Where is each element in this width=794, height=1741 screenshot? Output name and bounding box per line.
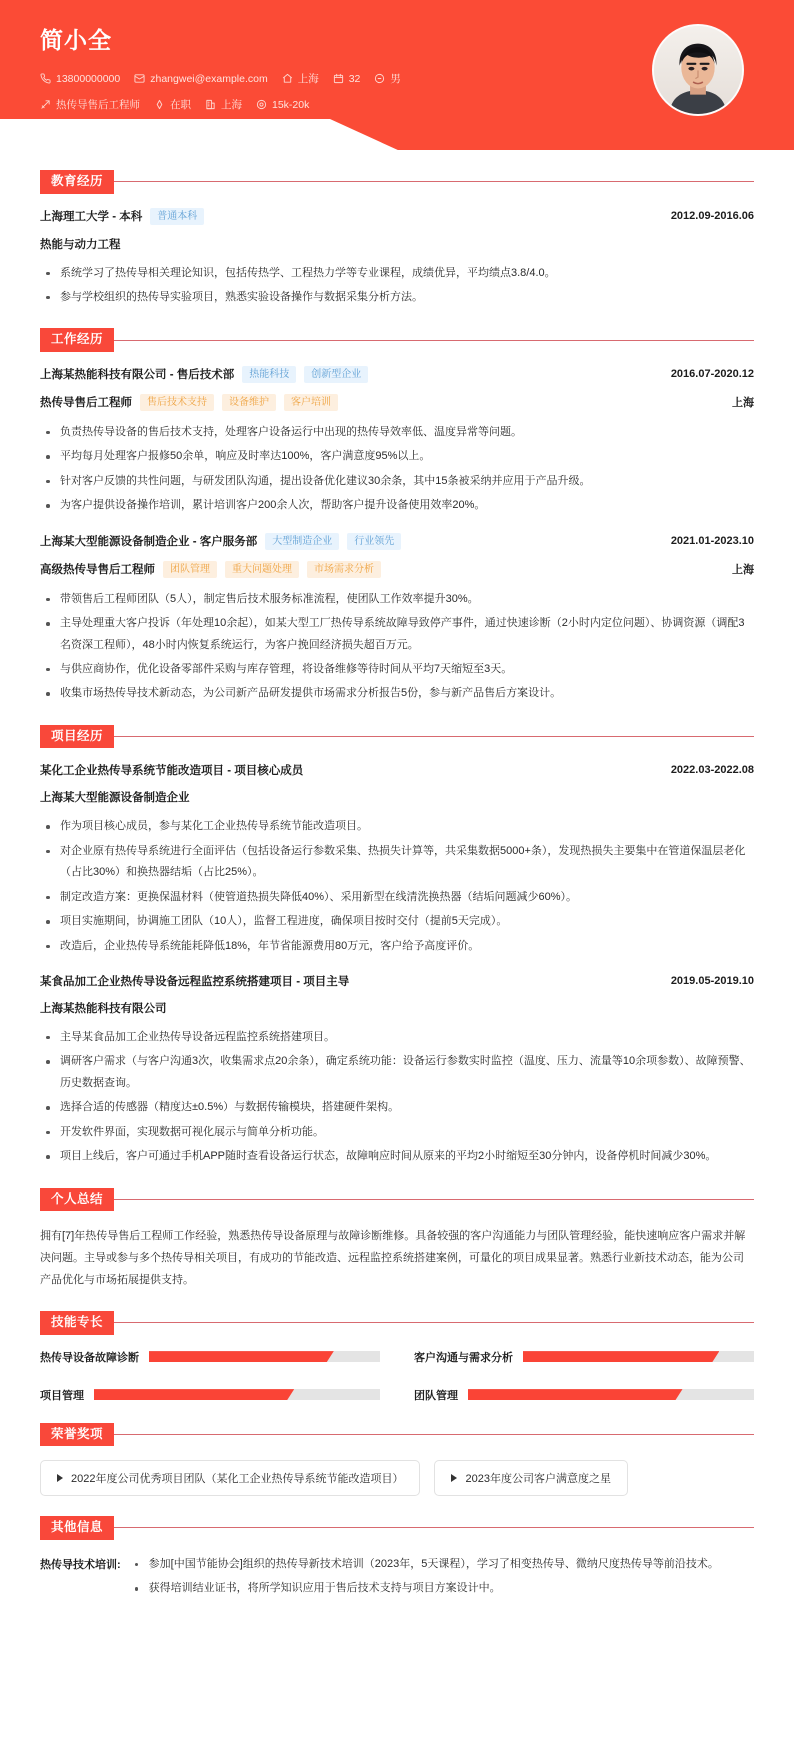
work-role-tag: 重大问题处理 <box>225 561 299 578</box>
contact-email-text: zhangwei@example.com <box>150 72 268 85</box>
list-item: 收集市场热传导技术新动态，为公司新产品研发提供市场需求分析报告5份，参与新产品售后方案设计。 <box>44 683 754 704</box>
education-entry <box>40 208 754 309</box>
home-icon <box>282 73 293 84</box>
work-role-tag: 售后技术支持 <box>140 394 214 411</box>
section-title-skills: 技能专长 <box>40 1311 114 1335</box>
project-date: 2019.05-2019.10 <box>670 974 754 987</box>
section-rule <box>114 340 754 341</box>
work-location: 上海 <box>732 397 754 410</box>
work-company-tag: 热能科技 <box>242 366 296 383</box>
avatar <box>652 24 744 116</box>
contact-email <box>134 73 267 85</box>
contact-city-text: 上海 <box>297 73 319 85</box>
skill-item <box>414 1349 754 1365</box>
list-item: 带领售后工程师团队（5人），制定售后技术服务标准流程，使团队工作效率提升30%。 <box>44 589 754 610</box>
section-rule <box>114 736 754 737</box>
list-item: 获得培训结业证书，将所学知识应用于售后技术支持与项目方案设计中。 <box>133 1578 754 1599</box>
section-title-education: 教育经历 <box>40 170 114 194</box>
project-company: 上海某大型能源设备制造企业 <box>40 792 190 805</box>
education-bullets <box>44 263 754 309</box>
contact-gender-text: 男 <box>390 73 401 85</box>
section-title-work: 工作经历 <box>40 328 114 352</box>
list-item: 开发软件界面，实现数据可视化展示与简单分析功能。 <box>44 1122 754 1143</box>
contact-phone-text: 13800000000 <box>56 72 121 85</box>
summary-text: 拥有[7]年热传导售后工程师工作经验，熟悉热传导设备原理与故障诊断维修。具备较强的客户沟通能力与团队管理经验，能快速响应客户需求并解决问题。主导或参与多个热传导相关项目，有成功的节能改造、远程监控系统搭建案例，可量化的项目成果显著。熟悉行业新技术动态，能为公司产品优化与市场拓展提供支持。 <box>40 1230 746 1287</box>
play-triangle-icon <box>451 1474 457 1482</box>
section-header-other <box>40 1516 754 1540</box>
project-date: 2022.03-2022.08 <box>670 764 754 777</box>
section-title-summary: 个人总结 <box>40 1188 114 1212</box>
work-entry <box>40 366 754 517</box>
work-bullets <box>44 589 754 705</box>
list-item: 系统学习了热传导相关理论知识，包括传热学、工程热力学等专业课程，成绩优异，平均绩点3.8/4.0。 <box>44 263 754 284</box>
gender-icon <box>374 73 385 84</box>
work-company: 上海某大型能源设备制造企业 - 客户服务部 <box>40 536 258 549</box>
list-item: 制定改造方案：更换保温材料（使管道热损失降低40%）、采用新型在线清洗换热器（结垢问题减少60%）。 <box>44 887 754 908</box>
skill-label: 客户沟通与需求分析 <box>414 1351 513 1364</box>
other-info-row <box>40 1554 754 1603</box>
list-item: 为客户提供设备操作培训，累计培训客户200余人次，帮助客户提升设备使用效率20%。 <box>44 495 754 516</box>
section-title-honors: 荣誉奖项 <box>40 1423 114 1447</box>
contact-row <box>40 71 652 86</box>
section-rule <box>114 1322 754 1323</box>
skill-label: 热传导设备故障诊断 <box>40 1351 139 1364</box>
skill-item <box>40 1349 380 1365</box>
list-item: 调研客户需求（与客户沟通3次，收集需求点20余条），确定系统功能：设备运行参数实时监控（温度、压力、流量等10余项参数）、故障预警、历史数据查询。 <box>44 1051 754 1094</box>
work-date: 2016.07-2020.12 <box>670 368 754 381</box>
list-item: 改造后，企业热传导系统能耗降低18%，年节省能源费用80万元，客户给予高度评价。 <box>44 936 754 957</box>
salary-icon <box>256 99 267 110</box>
section-projects <box>40 725 754 1168</box>
skill-progress-bar <box>523 1351 754 1362</box>
header-diagonal-decoration <box>0 111 794 150</box>
contact-age-text: 32 <box>348 72 361 85</box>
list-item: 选择合适的传感器（精度达±0.5%）与数据传输模块，搭建硬件架构。 <box>44 1097 754 1118</box>
project-bullets <box>44 1027 754 1168</box>
work-role-tag: 团队管理 <box>163 561 217 578</box>
list-item: 与供应商协作，优化设备零部件采购与库存管理，将设备维修等待时间从平均7天缩短至3天。 <box>44 659 754 680</box>
section-education <box>40 170 754 308</box>
contact-city <box>282 71 319 86</box>
education-date: 2012.09-2016.06 <box>670 210 754 222</box>
work-role: 高级热传导售后工程师 <box>40 564 155 577</box>
list-item: 针对客户反馈的共性问题，与研发团队沟通，提出设备优化建议30余条，其中15条被采纳并应用于产品升级。 <box>44 471 754 492</box>
work-date: 2021.01-2023.10 <box>670 535 754 548</box>
contact-phone <box>40 73 120 85</box>
skill-label: 项目管理 <box>40 1389 84 1402</box>
skill-label: 团队管理 <box>414 1389 458 1402</box>
work-company-tag: 大型制造企业 <box>265 533 339 550</box>
page-title: 简小全 <box>40 27 112 53</box>
list-item: 参与学校组织的热传导实验项目，熟悉实验设备操作与数据采集分析方法。 <box>44 287 754 308</box>
section-rule <box>114 1527 754 1528</box>
work-company: 上海某热能科技有限公司 - 售后技术部 <box>40 369 235 382</box>
entry-role-row <box>40 394 754 411</box>
work-location: 上海 <box>732 564 754 577</box>
play-triangle-icon <box>57 1474 63 1482</box>
section-header-honors <box>40 1423 754 1447</box>
project-title: 某食品加工企业热传导设备远程监控系统搭建项目 - 项目主导 <box>40 975 350 988</box>
skill-progress-fill <box>468 1389 683 1400</box>
skill-progress-bar <box>468 1389 754 1400</box>
section-header-projects <box>40 725 754 749</box>
entry-title-row <box>40 762 754 778</box>
list-item: 平均每月处理客户报修50余单，响应及时率达100%，客户满意度95%以上。 <box>44 446 754 467</box>
education-school: 上海理工大学 - 本科 <box>40 211 143 223</box>
honor-text: 2023年度公司客户满意度之星 <box>465 1473 611 1486</box>
job-city-text: 上海 <box>221 99 242 111</box>
section-header-work <box>40 328 754 352</box>
section-header-education <box>40 170 754 194</box>
skills-grid <box>40 1349 754 1403</box>
city-icon <box>205 99 216 110</box>
skill-progress-bar <box>94 1389 380 1400</box>
honor-chip <box>40 1460 420 1496</box>
calendar-icon <box>333 73 344 84</box>
project-entry <box>40 762 754 957</box>
entry-role-row <box>40 561 754 578</box>
honors-list <box>40 1460 754 1496</box>
list-item: 项目实施期间，协调施工团队（10人），监督工程进度，确保项目按时交付（提前5天完成）。 <box>44 911 754 932</box>
section-rule <box>114 1434 754 1435</box>
work-company-tag: 创新型企业 <box>304 366 368 383</box>
job-meta-row <box>40 97 652 112</box>
entry-title-row <box>40 533 754 550</box>
project-bullets <box>44 816 754 957</box>
other-info-body <box>129 1554 754 1603</box>
header-left <box>40 22 652 123</box>
resume-body <box>0 170 794 1628</box>
section-title-other: 其他信息 <box>40 1516 114 1540</box>
section-rule <box>114 181 754 182</box>
section-title-projects: 项目经历 <box>40 725 114 749</box>
work-bullets <box>44 422 754 517</box>
section-header-skills <box>40 1311 754 1335</box>
section-rule <box>114 1199 754 1200</box>
list-item: 作为项目核心成员，参与某化工企业热传导系统节能改造项目。 <box>44 816 754 837</box>
salary-text: 15k-20k <box>272 98 310 111</box>
resume-header <box>0 0 794 150</box>
work-company-tag: 行业领先 <box>347 533 401 550</box>
education-tag: 普通本科 <box>150 208 204 225</box>
section-work <box>40 328 754 704</box>
skill-progress-fill <box>523 1351 719 1362</box>
status-icon <box>154 99 165 110</box>
salary-item <box>256 99 309 111</box>
job-city-item <box>205 97 242 112</box>
work-entry <box>40 533 754 705</box>
education-major: 热能与动力工程 <box>40 238 121 251</box>
project-company: 上海某热能科技有限公司 <box>40 1002 167 1015</box>
list-item: 主导处理重大客户投诉（年处理10余起），如某大型工厂热传导系统故障导致停产事件，通过快速诊断（2小时内定位问题）、协调资源（调配3名资深工程师），48小时内恢复系统运行，为客户挽回经济损失超百万元。 <box>44 613 754 656</box>
list-item: 负责热传导设备的售后技术支持，处理客户设备运行中出现的热传导效率低、温度异常等问题。 <box>44 422 754 443</box>
work-role-tag: 市场需求分析 <box>307 561 381 578</box>
skill-progress-fill <box>149 1351 334 1362</box>
contact-age <box>333 73 361 85</box>
honor-text: 2022年度公司优秀项目团队（某化工企业热传导系统节能改造项目） <box>71 1473 404 1486</box>
job-title-item <box>40 97 140 112</box>
work-role-tag: 设备维护 <box>222 394 276 411</box>
job-status-item <box>154 97 191 112</box>
entry-title-row <box>40 208 754 225</box>
project-entry <box>40 973 754 1168</box>
section-summary <box>40 1188 754 1292</box>
other-info-label: 热传导技术培训: <box>40 1558 121 1571</box>
entry-title-row <box>40 366 754 383</box>
skill-item <box>414 1387 754 1403</box>
section-other <box>40 1516 754 1602</box>
job-status-text: 在职 <box>170 99 191 111</box>
contact-gender <box>374 71 401 86</box>
mail-icon <box>134 73 145 84</box>
project-title: 某化工企业热传导系统节能改造项目 - 项目核心成员 <box>40 765 304 778</box>
phone-icon <box>40 73 51 84</box>
skill-progress-fill <box>94 1389 294 1400</box>
honor-chip <box>434 1460 627 1496</box>
rocket-icon <box>40 99 51 110</box>
list-item: 参加[中国节能协会]组织的热传导新技术培训（2023年，5天课程），学习了相变热传导、微纳尺度热传导等前沿技术。 <box>133 1554 754 1575</box>
list-item: 主导某食品加工企业热传导设备远程监控系统搭建项目。 <box>44 1027 754 1048</box>
work-role-tag: 客户培训 <box>284 394 338 411</box>
list-item: 对企业原有热传导系统进行全面评估（包括设备运行参数采集、热损失计算等，共采集数据5000+条），发现热损失主要集中在管道保温层老化（占比30%）和换热器结垢（占比25%）。 <box>44 841 754 884</box>
section-header-summary <box>40 1188 754 1212</box>
work-role: 热传导售后工程师 <box>40 397 132 410</box>
entry-title-row <box>40 973 754 989</box>
skill-item <box>40 1387 380 1403</box>
skill-progress-bar <box>149 1351 380 1362</box>
other-bullets <box>133 1554 754 1600</box>
section-honors <box>40 1423 754 1497</box>
section-skills <box>40 1311 754 1403</box>
job-title-text: 热传导售后工程师 <box>56 99 140 111</box>
list-item: 项目上线后，客户可通过手机APP随时查看设备运行状态，故障响应时间从原来的平均2小时缩短至30分钟内，设备停机时间减少30%。 <box>44 1146 754 1167</box>
